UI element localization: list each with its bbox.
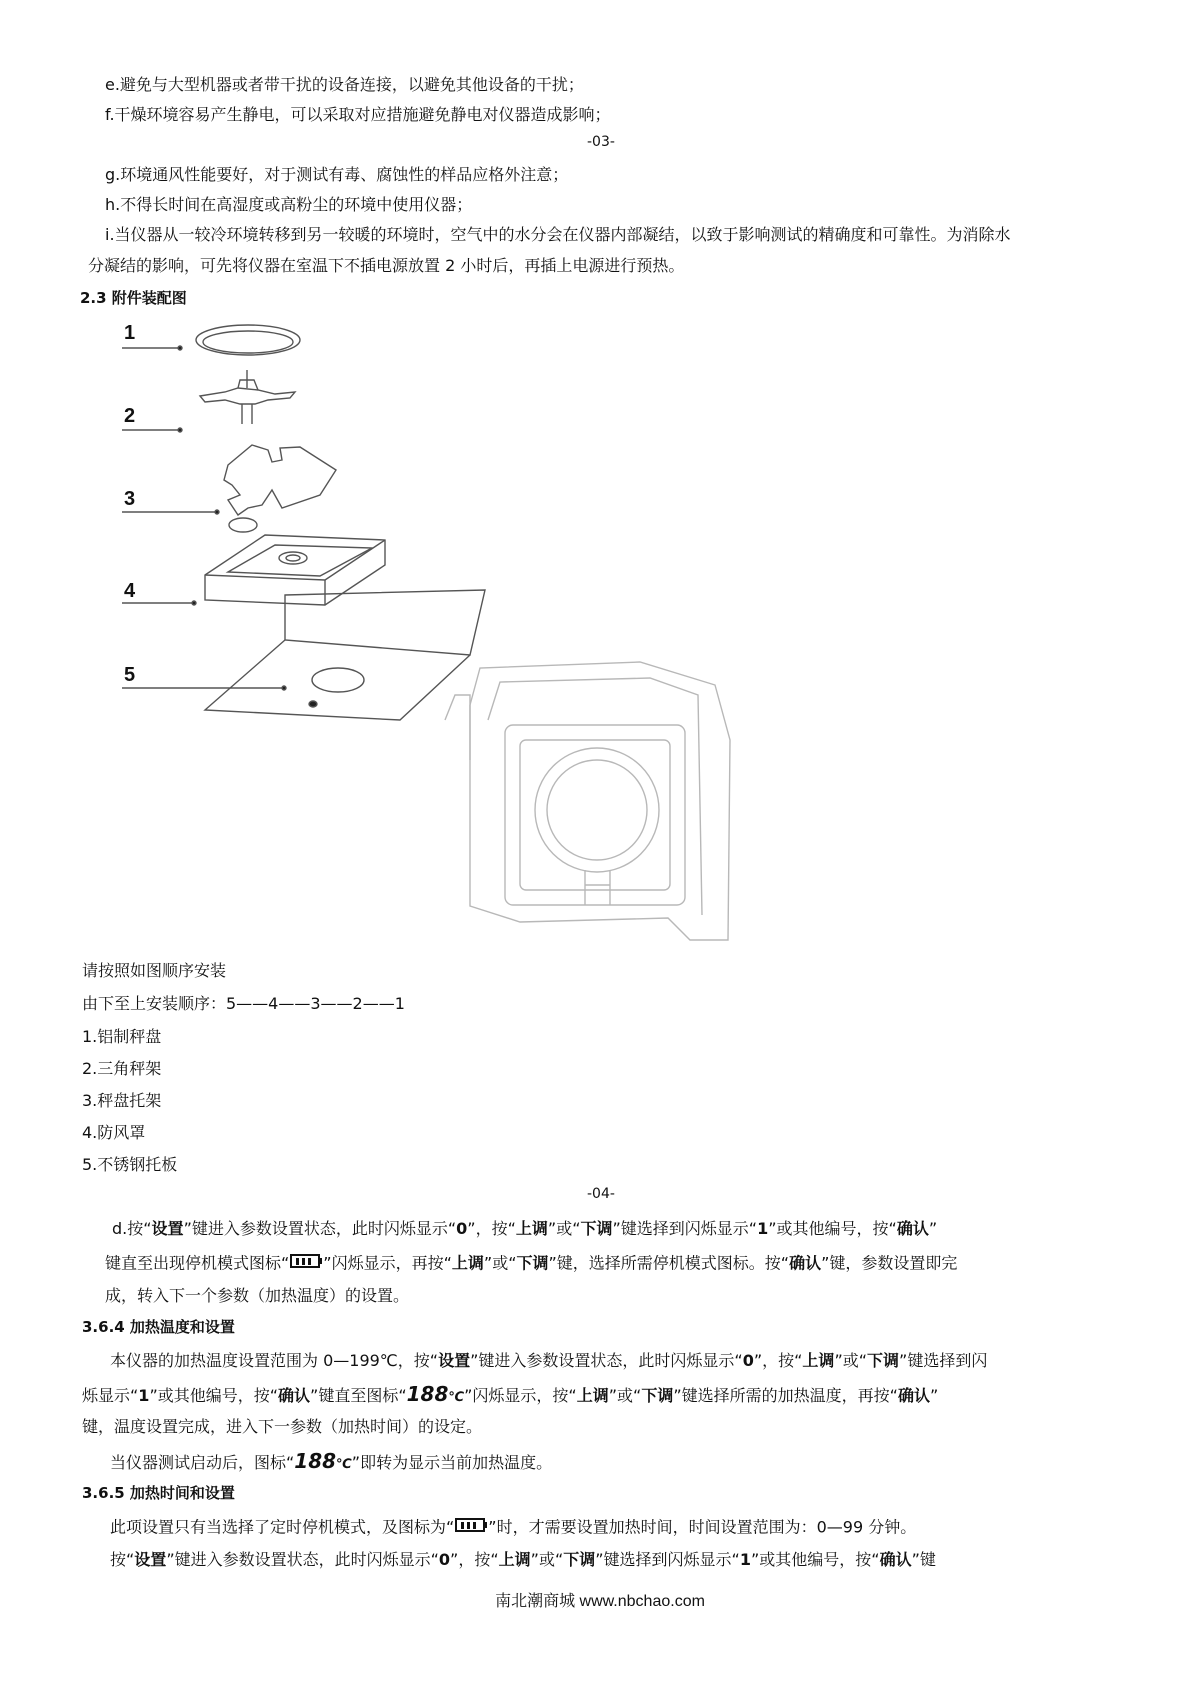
install-instruction: 请按照如图顺序安装	[82, 961, 227, 980]
part-list-item: 5.不锈钢托板	[82, 1155, 178, 1174]
part-3-pan-holder	[224, 445, 336, 532]
page-number-03: -03-	[587, 134, 615, 150]
para-3-6-5-line2: 按“设置”键进入参数设置状态，此时闪烁显示“0”，按“上调”或“下调”键选择到闪烁显示“1”或其他编号，按“确认”键	[110, 1550, 936, 1569]
part-list-item: 4.防风罩	[82, 1123, 146, 1142]
callout-2: 2	[124, 405, 136, 427]
para-3-6-4-line2: 烁显示“1”或其他编号，按“确认”键直至图标“188℃”闪烁显示，按“上调”或“下调”键选择所需的加热温度，再按“确认”	[82, 1382, 939, 1406]
footer-watermark: 南北潮商城 www.nbchao.com	[495, 1593, 705, 1610]
section-heading-3-6-5: 3.6.5 加热时间和设置	[82, 1484, 235, 1502]
part-list-item: 2.三角秤架	[82, 1059, 162, 1078]
temperature-display-icon: 188℃	[294, 1449, 352, 1473]
section-heading-2-3: 2.3 附件装配图	[80, 289, 187, 307]
para-d-line2: 键直至出现停机模式图标“ ”闪烁显示，再按“上调”或“下调”键，选择所需停机模式图标。按“确认”键，参数设置即完	[105, 1252, 957, 1276]
moisture-analyzer-illustration	[280, 662, 730, 990]
part-1-aluminum-pan	[196, 325, 300, 355]
callout-5: 5	[124, 664, 136, 686]
para-3-6-4-line3: 键，温度设置完成，进入下一参数（加热时间）的设定。	[82, 1417, 483, 1436]
callout-1: 1	[124, 322, 136, 344]
timer-stop-mode-icon	[454, 1516, 488, 1540]
para-3-6-5-line1: 此项设置只有当选择了定时停机模式，及图标为“ ”时，才需要设置加热时间，时间设置范围为：0—99 分钟。	[110, 1516, 916, 1540]
assembly-diagram	[0, 300, 1200, 990]
para-d-line1: d.按“设置”键进入参数设置状态，此时闪烁显示“0”，按“上调”或“下调”键选择到闪烁显示“1”或其他编号，按“确认”	[112, 1219, 938, 1238]
install-order: 由下至上安装顺序：5——4——3——2——1	[82, 994, 405, 1013]
note-e: e.避免与大型机器或者带干扰的设备连接，以避免其他设备的干扰；	[105, 75, 584, 94]
part-2-triangle-rack	[200, 370, 295, 424]
callout-4: 4	[124, 580, 136, 602]
callout-3: 3	[124, 488, 136, 510]
part-5-stainless-plate	[205, 590, 485, 720]
note-g: g.环境通风性能要好，对于测试有毒、腐蚀性的样品应格外注意；	[105, 165, 569, 184]
note-i-line1: i.当仪器从一较冷环境转移到另一较暖的环境时，空气中的水分会在仪器内部凝结，以致于影响测试的精确度和可靠性。为消除水	[105, 225, 1011, 244]
part-list-item: 1.铝制秤盘	[82, 1027, 162, 1046]
timer-stop-mode-icon	[289, 1252, 323, 1276]
temperature-display-icon: 188℃	[406, 1382, 465, 1406]
para-d-line3: 成，转入下一个参数（加热温度）的设置。	[105, 1286, 410, 1305]
page-number-04: -04-	[587, 1186, 615, 1202]
section-heading-3-6-4: 3.6.4 加热温度和设置	[82, 1318, 235, 1336]
note-i-line2: 分凝结的影响，可先将仪器在室温下不插电源放置 2 小时后，再插上电源进行预热。	[88, 256, 685, 275]
part-list-item: 3.秤盘托架	[82, 1091, 162, 1110]
note-h: h.不得长时间在高湿度或高粉尘的环境中使用仪器；	[105, 195, 473, 214]
para-3-6-4-line1: 本仪器的加热温度设置范围为 0—199℃，按“设置”键进入参数设置状态，此时闪烁显示“0”，按“上调”或“下调”键选择到闪	[110, 1351, 988, 1370]
para-3-6-4-line4: 当仪器测试启动后，图标“188℃”即转为显示当前加热温度。	[110, 1449, 553, 1473]
note-f: f.干燥环境容易产生静电，可以采取对应措施避免静电对仪器造成影响；	[105, 105, 611, 124]
